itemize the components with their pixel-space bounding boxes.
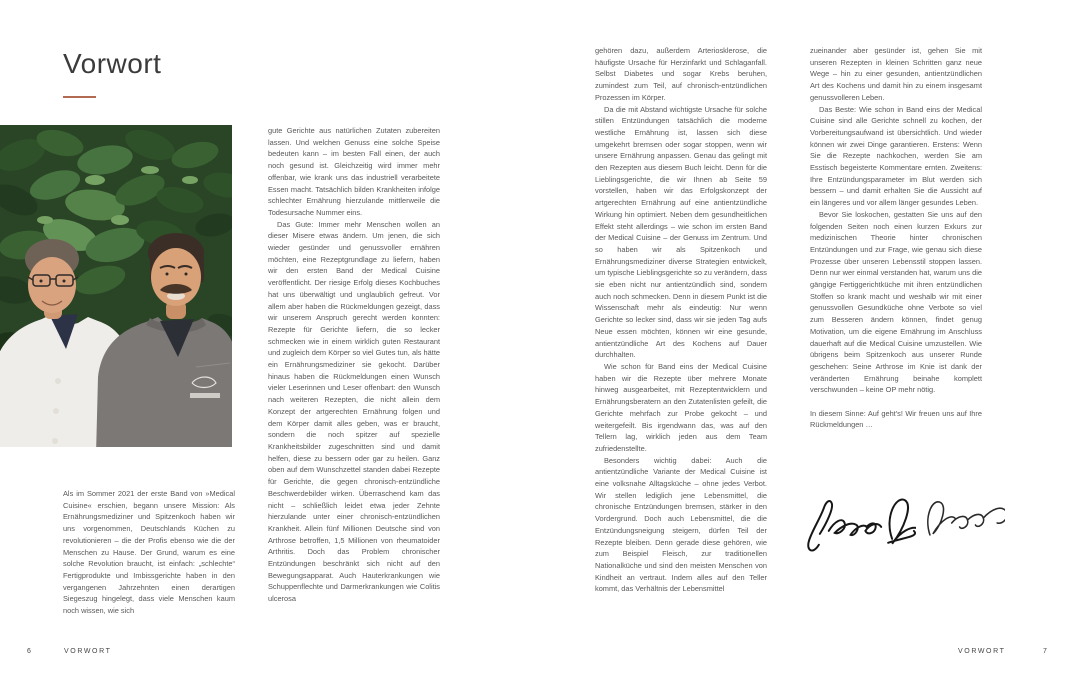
signatures-block bbox=[805, 487, 1005, 562]
left-page-column-2 bbox=[268, 125, 440, 645]
paragraph: Besonders wichtig dabei: Auch die antientzündliche Variante der Medical Cuisine ist eine volksnahe Alltagsküche – ohne jedes Verbot. Wir stellen lediglich jene Lebensmittel, die chronische Entzündungen bremsen, stärker in den Vordergrund. Doch auch Lebensmittel, die die Entzündungsneigung steigern, dürfen Teil der Rezepte bleiben. Denn gerade diese gehören, wie zum Beispiel Fleisch, zur traditionellen Nationalküche und sind den meisten Menschen von Kindheit an vertraut. Indem alles auf den Teller kommt, das Verhältnis der Lebensmittel bbox=[595, 455, 767, 594]
paragraph: zueinander aber gesünder ist, gehen Sie mit unseren Rezepten in kleinen Schritten ganz neue Wege – hin zu einer gesunden, antientzündlichen Art des Kochens und damit hin zu einem insgesamt genussvolleren Leben. bbox=[810, 46, 982, 102]
paragraph: Als im Sommer 2021 der erste Band von »Medical Cuisine« erschien, begann unsere Mission: Als Ernährungsmediziner und Spitzenkoch haben wir uns vorgenommen, Deutschlands Küchen zu revolutionieren – die der Profis ebenso wie die der Menschen zu Hause. Der Grund, warum es eine solche Revolution braucht, ist einfach: „schlechte“ Fertigprodukte und Imbissgerichte haben in den vergangenen Jahrzehnten einen derartigen Siegeszug hingelegt, dass viele Menschen kaum noch wissen, wie sich bbox=[63, 489, 235, 616]
paragraph: Bevor Sie loskochen, gestatten Sie uns auf den folgenden Seiten noch einen kurzen Exkurs zur medizinischen Theorie hinter chronischen Entzündungen und zur Frage, wie genau sich diese Prozesse über unseren Lebensstil stoppen lassen. Denn nur wer einmal verstanden hat, warum uns die gängige Fertiggerichtküche mit ihren entzündlichen Stoffen so krank macht und weshalb wir mit einer genussvollen Gesundküche ohne Verbote so viel zum Besseren ändern können, findet genug Motivation, um die eigene Ernährung im Anschluss dauerhaft auf die Medical Cuisine umzustellen. Wie übrigens beim Spitzenkoch aus unserer Runde geschehen: Seine Arthrose im Knie ist dank der veränderten Ernährung beinahe komplett verschwunden – keine OP mehr nötig. bbox=[810, 209, 982, 395]
authors-photo-graphic bbox=[0, 125, 232, 447]
paragraph: In diesem Sinne: Auf geht's! Wir freuen uns auf Ihre Rückmeldungen … bbox=[810, 408, 982, 430]
left-page-number: 6 bbox=[27, 648, 33, 655]
authors-photo bbox=[0, 125, 232, 447]
paragraph: Das Beste: Wie schon in Band eins der Medical Cuisine sind alle Gerichte schnell zu kochen, der Vorbereitungsaufwand ist übersichtlich. Und wieder können wir zwei Dinge garantieren. Erstens: Wenn Sie die Rezepte nachkochen, werden Sie am Esstisch begeisterte Kommentare ernten. Zweitens: Ihre Entzündungsparameter im Blut werden sich bessern – und damit erhalten Sie die Aussicht auf ein längeres und vor allem länger gesundes Leben. bbox=[810, 104, 982, 208]
left-running-header: VORWORT bbox=[64, 648, 112, 655]
right-page-column-1 bbox=[595, 45, 767, 625]
right-running-header: VORWORT bbox=[958, 648, 1006, 655]
paragraph: gehören dazu, außerdem Arteriosklerose, die häufigste Ursache für Herzinfarkt und Schlaganfall. Selbst Diabetes und sogar Krebs beruhen, zumindest zum Teil, auf chronisch-entzündlichen Prozessen im Körper. bbox=[595, 46, 767, 102]
title-accent-dash bbox=[63, 96, 96, 98]
paragraph: Das Gute: Immer mehr Menschen wollen an dieser Misere etwas ändern. Um jenen, die sich wieder gesünder und genussvoller ernähren möchten, eine Rezeptgrundlage zu liefern, haben wir den ersten Band der Medical Cuisine veröffentlicht. Der riesige Erfolg dieses Kochbuches hat uns überwältigt und unglaublich gefreut. Vor allem aber haben die Rückmeldungen gezeigt, dass wir unserem Anspruch gerecht werden konnten: Rezepte für Gerichte liefern, die so lecker schmecken wie in einem wirklich guten Restaurant und zugleich dem Körper so viel Gutes tun, als hätte ein Ernährungsmediziner sie gekocht. Darüber hinaus haben die Rückmeldungen einen Wunsch vieler Leserinnen und Leser offenbart: den Wunsch nach weiteren Rezepten, die nicht allein dem Konzept der artgerechten Ernährung folgen und dem Körper damit alles geben, was er braucht, sondern die noch spitzer auf spezielle Krankheitsbilder zugeschnitten sind und damit helfen, diese zu bessern oder gar zu heilen. Ganz oben auf dem Wunschzettel standen dabei Rezepte für Gerichte, die gegen chronisch-entzündliche Beschwerdebilder wirken. Überraschend kam das nicht – schließlich leidet etwa jeder Zehnte hierzulande unter einer chronisch-entzündlichen Krankheit. Allein fünf Millionen Deutsche sind von Arthrose betroffen, 1,5 Millionen von rheumatoider Arthritis. Doch das Problem chronischer Entzündungen beschränkt sich nicht auf den Bewegungsapparat. Auch Hauterkrankungen wie Schuppenflechte und Darmerkrankungen wie Colitis ulcerosa bbox=[268, 219, 440, 604]
page-title: Vorwort bbox=[63, 48, 162, 79]
paragraph: Da die mit Abstand wichtigste Ursache für solche stillen Entzündungen tatsächlich die moderne westliche Ernährung ist, lassen sich diese umgekehrt bremsen oder sogar stoppen, wenn wir unsere Ernährung anpassen. Genau das gelingt mit den Rezepten aus diesem Buch leicht. Denn für die Lieblingsgerichte, die wir Ihnen ab Seite 59 vorstellen, haben wir das Erfolgskonzept der artgerechten Ernährung auf eine antientzündliche Wirkung hin optimiert. Neben dem gesundheitlichen Effekt steht allerdings – wie schon im ersten Band der Medical Cuisine – der Genuss im Zentrum. Und so haben wir als Spitzenkoch und Ernährungsmediziner diverse Strategien entwickelt, um typische Lieblingsgerichte so zu verändern, dass sie eben nicht nur antientzündlich sind, sondern auch noch schmecken. Denn in diesem Punkt ist die Wissenschaft mehr als eindeutig: Nur wenn Gerichte so lecker sind, dass wir sie jeden Tag aufs Neue essen möchten, können wir eine gesunde, antientzündliche Art des Kochens auf Dauer durchhalten. bbox=[595, 104, 767, 360]
paragraph: gute Gerichte aus natürlichen Zutaten zubereiten lassen. Und welchen Genuss eine solche Speise bedeuten kann – im besten Fall einen, der auch noch gesund ist. Gleichzeitig wird immer mehr offenbar, wie krank uns das industriell verarbeitete Essen macht. Tatsächlich bilden Krankheiten infolge schlechter Ernährung hierzulande mittlerweile die Todesursache Nummer eins. bbox=[268, 126, 440, 217]
right-page-column-2 bbox=[810, 45, 982, 497]
right-page-number: 7 bbox=[1043, 648, 1049, 655]
signature-johann-lafer bbox=[805, 487, 916, 557]
paragraph: Wie schon für Band eins der Medical Cuisine haben wir die Rezepte über mehrere Monate hinweg ausgearbeitet, mit Rezeptentwicklern und Ernährungsberatern an den Zutatenlisten gefeilt, die Gerichte mehrfach zur Probe gekocht – und weitergefeilt. Bis irgendwann das, was auf den Tellern lag, wirklich jeden aus dem Team zufriedenstellte. bbox=[595, 361, 767, 453]
left-page-column-1 bbox=[63, 488, 235, 646]
signature-matthias-riedl bbox=[922, 489, 1005, 551]
